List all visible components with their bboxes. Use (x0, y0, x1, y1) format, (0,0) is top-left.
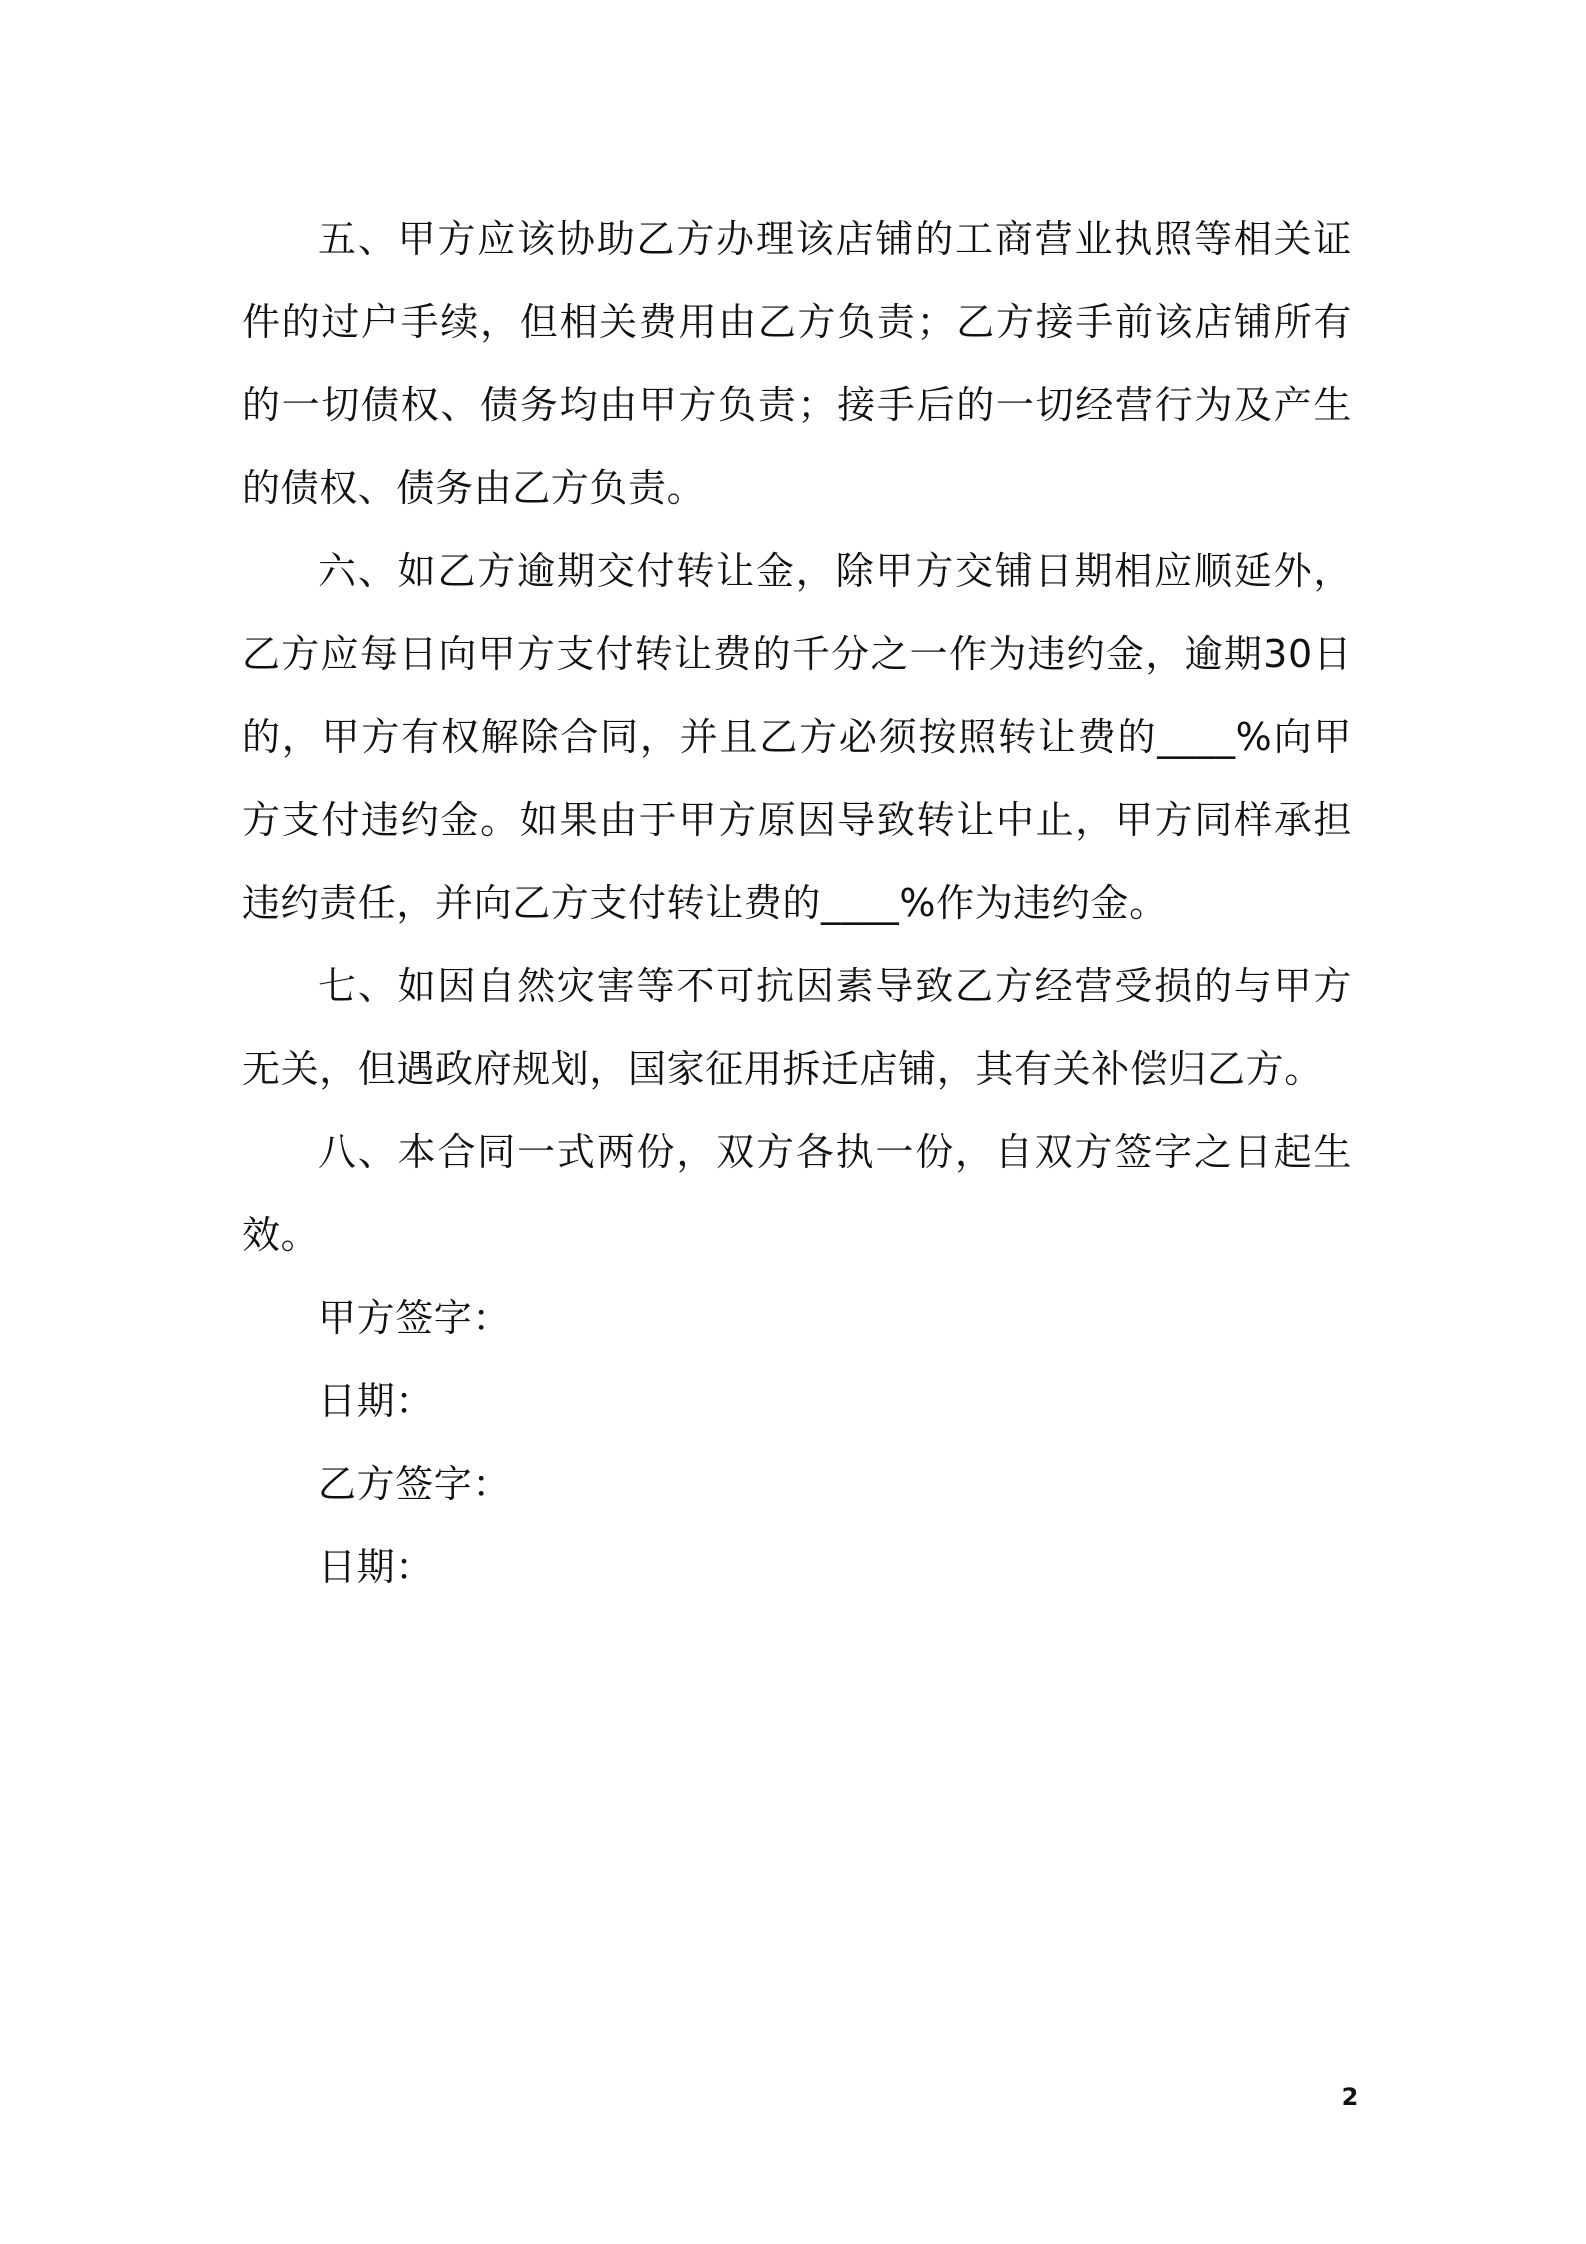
party-a-signature-label: 甲方签字： (318, 1296, 512, 1340)
party-b-date-label: 日期： (318, 1545, 434, 1589)
page-number: 2 (1341, 2083, 1359, 2111)
clause-eight: 八、本合同一式两份，双方各执一份，自双方签字之日起生效。 (242, 1130, 1352, 1257)
party-b-signature-label: 乙方签字： (318, 1462, 512, 1506)
clause-six: 六、如乙方逾期交付转让金，除甲方交铺日期相应顺延外，乙方应每日向甲方支付转让费的千分之一作为违约金，逾期30日的，甲方有权解除合同，并且乙方必须按照转让费的____%向甲方支付违约金。如果由于甲方原因导致转让中止，甲方同样承担违约责任，并向乙方支付转让费的____%作为违约金。 (242, 549, 1352, 925)
contract-body (242, 198, 1352, 1609)
party-a-date-label: 日期： (318, 1379, 434, 1423)
clause-five: 五、甲方应该协助乙方办理该店铺的工商营业执照等相关证件的过户手续，但相关费用由乙方负责；乙方接手前该店铺所有的一切债权、债务均由甲方负责；接手后的一切经营行为及产生的债权、债务由乙方负责。 (242, 217, 1352, 510)
clause-seven: 七、如因自然灾害等不可抗因素导致乙方经营受损的与甲方无关，但遇政府规划，国家征用拆迁店铺，其有关补偿归乙方。 (242, 964, 1352, 1091)
